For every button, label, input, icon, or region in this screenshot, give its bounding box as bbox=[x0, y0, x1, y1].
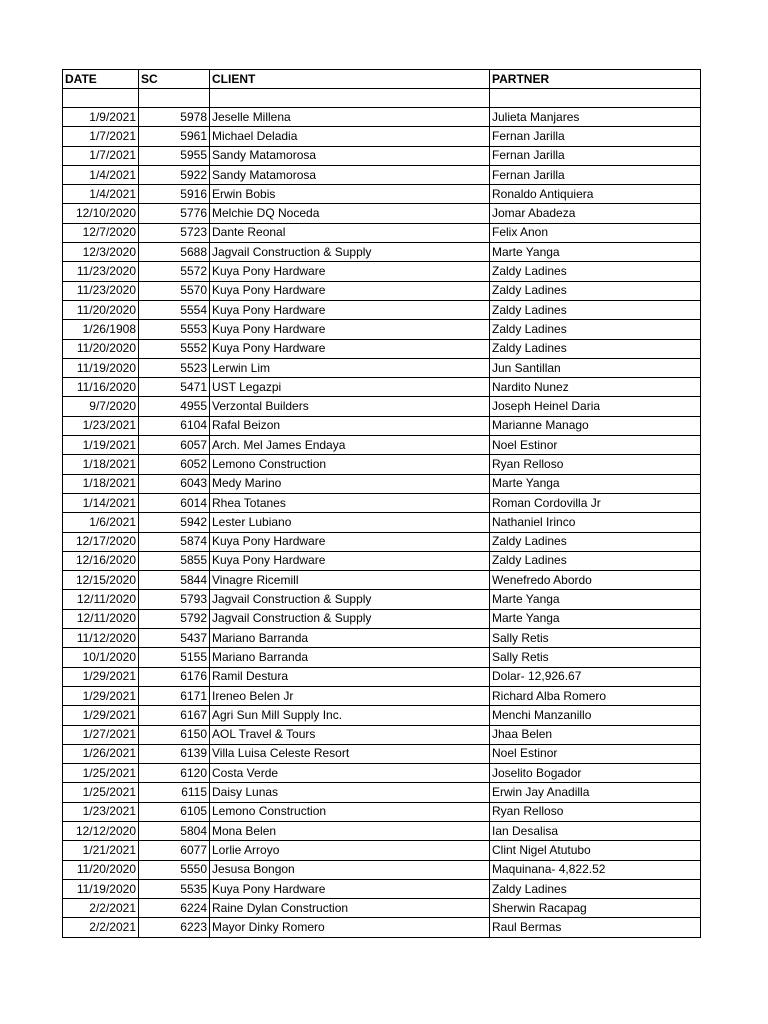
table-row bbox=[63, 223, 701, 242]
client-cell[interactable]: Lemono Construction bbox=[210, 802, 490, 821]
sc-cell[interactable]: 5793 bbox=[139, 590, 210, 609]
partner-cell[interactable]: Zaldy Ladines bbox=[490, 281, 701, 300]
date-cell[interactable]: 12/11/2020 bbox=[63, 609, 139, 628]
table-row bbox=[63, 918, 701, 937]
sc-cell[interactable]: 6052 bbox=[139, 455, 210, 474]
date-cell[interactable]: 10/1/2020 bbox=[63, 648, 139, 667]
table-row bbox=[63, 146, 701, 165]
date-cell[interactable]: 1/29/2021 bbox=[63, 706, 139, 725]
partner-cell[interactable]: Roman Cordovilla Jr bbox=[490, 493, 701, 512]
sc-cell[interactable]: 6057 bbox=[139, 436, 210, 455]
partner-cell[interactable]: Ronaldo Antiquiera bbox=[490, 185, 701, 204]
date-cell[interactable]: 2/2/2021 bbox=[63, 899, 139, 918]
date-cell[interactable]: 1/18/2021 bbox=[63, 455, 139, 474]
date-cell[interactable]: 11/19/2020 bbox=[63, 879, 139, 898]
date-cell[interactable]: 12/10/2020 bbox=[63, 204, 139, 223]
sc-cell[interactable]: 6139 bbox=[139, 744, 210, 763]
partner-cell[interactable]: Zaldy Ladines bbox=[490, 532, 701, 551]
sc-cell[interactable]: 5855 bbox=[139, 551, 210, 570]
table-row bbox=[63, 320, 701, 339]
date-cell[interactable]: 1/25/2021 bbox=[63, 783, 139, 802]
partner-cell[interactable]: Jhaa Belen bbox=[490, 725, 701, 744]
partner-cell[interactable]: Fernan Jarilla bbox=[490, 146, 701, 165]
partner-cell[interactable]: Zaldy Ladines bbox=[490, 262, 701, 281]
header-sc[interactable]: SC bbox=[139, 70, 210, 89]
sc-cell[interactable]: 5804 bbox=[139, 821, 210, 840]
table-row bbox=[63, 860, 701, 879]
client-cell[interactable]: Agri Sun Mill Supply Inc. bbox=[210, 706, 490, 725]
partner-cell[interactable]: Richard Alba Romero bbox=[490, 686, 701, 705]
client-cell[interactable]: Arch. Mel James Endaya bbox=[210, 436, 490, 455]
client-cell[interactable]: Raine Dylan Construction bbox=[210, 899, 490, 918]
date-cell[interactable]: 1/21/2021 bbox=[63, 841, 139, 860]
sc-cell[interactable]: 5155 bbox=[139, 648, 210, 667]
table-row bbox=[63, 706, 701, 725]
blank-cell[interactable] bbox=[490, 89, 701, 108]
client-cell[interactable]: Villa Luisa Celeste Resort bbox=[210, 744, 490, 763]
date-cell[interactable]: 12/17/2020 bbox=[63, 532, 139, 551]
sc-cell[interactable]: 5570 bbox=[139, 281, 210, 300]
sc-cell[interactable]: 6120 bbox=[139, 764, 210, 783]
table-row bbox=[63, 378, 701, 397]
date-cell[interactable]: 1/4/2021 bbox=[63, 185, 139, 204]
partner-cell[interactable]: Ryan Relloso bbox=[490, 455, 701, 474]
client-cell[interactable]: Costa Verde bbox=[210, 764, 490, 783]
sc-cell[interactable]: 5916 bbox=[139, 185, 210, 204]
table-row bbox=[63, 455, 701, 474]
sc-cell[interactable]: 5554 bbox=[139, 300, 210, 319]
table-row bbox=[63, 397, 701, 416]
sc-cell[interactable]: 5535 bbox=[139, 879, 210, 898]
client-cell[interactable]: Lerwin Lim bbox=[210, 358, 490, 377]
table-row bbox=[63, 185, 701, 204]
partner-cell[interactable]: Noel Estinor bbox=[490, 744, 701, 763]
sc-cell[interactable]: 5844 bbox=[139, 571, 210, 590]
table-row bbox=[63, 339, 701, 358]
table-row bbox=[63, 474, 701, 493]
date-cell[interactable]: 1/29/2021 bbox=[63, 667, 139, 686]
partner-cell[interactable]: Sally Retis bbox=[490, 648, 701, 667]
client-cell[interactable]: Medy Marino bbox=[210, 474, 490, 493]
partner-cell[interactable]: Zaldy Ladines bbox=[490, 339, 701, 358]
date-cell[interactable]: 1/23/2021 bbox=[63, 416, 139, 435]
client-cell[interactable]: Jesusa Bongon bbox=[210, 860, 490, 879]
client-cell[interactable]: Jagvail Construction & Supply bbox=[210, 590, 490, 609]
partner-cell[interactable]: Sherwin Racapag bbox=[490, 899, 701, 918]
header-date[interactable]: DATE bbox=[63, 70, 139, 89]
sc-cell[interactable]: 5437 bbox=[139, 629, 210, 648]
sc-cell[interactable]: 5942 bbox=[139, 513, 210, 532]
client-table bbox=[62, 69, 701, 938]
partner-cell[interactable]: Marte Yanga bbox=[490, 609, 701, 628]
table-row bbox=[63, 358, 701, 377]
client-cell[interactable]: UST Legazpi bbox=[210, 378, 490, 397]
client-cell[interactable]: Kuya Pony Hardware bbox=[210, 551, 490, 570]
date-cell[interactable]: 11/16/2020 bbox=[63, 378, 139, 397]
date-cell[interactable]: 1/27/2021 bbox=[63, 725, 139, 744]
partner-cell[interactable]: Zaldy Ladines bbox=[490, 551, 701, 570]
date-cell[interactable]: 11/19/2020 bbox=[63, 358, 139, 377]
sc-cell[interactable]: 6077 bbox=[139, 841, 210, 860]
client-cell[interactable]: Daisy Lunas bbox=[210, 783, 490, 802]
client-cell[interactable]: Michael Deladia bbox=[210, 127, 490, 146]
partner-cell[interactable]: Erwin Jay Anadilla bbox=[490, 783, 701, 802]
table-row bbox=[63, 108, 701, 127]
date-cell[interactable]: 11/20/2020 bbox=[63, 300, 139, 319]
client-cell[interactable]: Jeselle Millena bbox=[210, 108, 490, 127]
table-row bbox=[63, 821, 701, 840]
partner-cell[interactable]: Zaldy Ladines bbox=[490, 300, 701, 319]
sc-cell[interactable]: 6176 bbox=[139, 667, 210, 686]
client-cell[interactable]: Mona Belen bbox=[210, 821, 490, 840]
sc-cell[interactable]: 6223 bbox=[139, 918, 210, 937]
table-row bbox=[63, 281, 701, 300]
client-cell[interactable]: Kuya Pony Hardware bbox=[210, 262, 490, 281]
table-row bbox=[63, 899, 701, 918]
table-row bbox=[63, 262, 701, 281]
table-row bbox=[63, 802, 701, 821]
client-cell[interactable]: Mariano Barranda bbox=[210, 648, 490, 667]
partner-cell[interactable]: Jun Santillan bbox=[490, 358, 701, 377]
client-cell[interactable]: Dante Reonal bbox=[210, 223, 490, 242]
date-cell[interactable]: 12/12/2020 bbox=[63, 821, 139, 840]
sc-cell[interactable]: 6224 bbox=[139, 899, 210, 918]
sc-cell[interactable]: 5553 bbox=[139, 320, 210, 339]
table-row bbox=[63, 879, 701, 898]
table-row bbox=[63, 165, 701, 184]
sc-cell[interactable]: 6167 bbox=[139, 706, 210, 725]
client-cell[interactable]: Mayor Dinky Romero bbox=[210, 918, 490, 937]
partner-cell[interactable]: Raul Bermas bbox=[490, 918, 701, 937]
date-cell[interactable]: 1/6/2021 bbox=[63, 513, 139, 532]
date-cell[interactable]: 1/9/2021 bbox=[63, 108, 139, 127]
partner-cell[interactable]: Ryan Relloso bbox=[490, 802, 701, 821]
date-cell[interactable]: 1/23/2021 bbox=[63, 802, 139, 821]
date-cell[interactable]: 1/19/2021 bbox=[63, 436, 139, 455]
table-row bbox=[63, 648, 701, 667]
table-row bbox=[63, 436, 701, 455]
date-cell[interactable]: 12/15/2020 bbox=[63, 571, 139, 590]
date-cell[interactable]: 12/11/2020 bbox=[63, 590, 139, 609]
table-row bbox=[63, 783, 701, 802]
client-cell[interactable]: AOL Travel & Tours bbox=[210, 725, 490, 744]
table-row bbox=[63, 571, 701, 590]
table-row bbox=[63, 513, 701, 532]
date-cell[interactable]: 1/18/2021 bbox=[63, 474, 139, 493]
date-cell[interactable]: 1/7/2021 bbox=[63, 127, 139, 146]
sc-cell[interactable]: 4955 bbox=[139, 397, 210, 416]
table-row bbox=[63, 551, 701, 570]
table-row bbox=[63, 629, 701, 648]
sc-cell[interactable]: 5978 bbox=[139, 108, 210, 127]
sc-cell[interactable]: 5552 bbox=[139, 339, 210, 358]
sc-cell[interactable]: 6014 bbox=[139, 493, 210, 512]
date-cell[interactable]: 12/3/2020 bbox=[63, 243, 139, 262]
sc-cell[interactable]: 5550 bbox=[139, 860, 210, 879]
header-row bbox=[63, 70, 701, 89]
sc-cell[interactable]: 5792 bbox=[139, 609, 210, 628]
sc-cell[interactable]: 6104 bbox=[139, 416, 210, 435]
partner-cell[interactable]: Noel Estinor bbox=[490, 436, 701, 455]
date-cell[interactable]: 11/20/2020 bbox=[63, 860, 139, 879]
table-row bbox=[63, 667, 701, 686]
partner-cell[interactable]: Marte Yanga bbox=[490, 590, 701, 609]
sc-cell[interactable]: 6115 bbox=[139, 783, 210, 802]
sc-cell[interactable]: 6171 bbox=[139, 686, 210, 705]
partner-cell[interactable]: Joselito Bogador bbox=[490, 764, 701, 783]
client-cell[interactable]: Kuya Pony Hardware bbox=[210, 281, 490, 300]
partner-cell[interactable]: Zaldy Ladines bbox=[490, 879, 701, 898]
client-cell[interactable]: Kuya Pony Hardware bbox=[210, 879, 490, 898]
date-cell[interactable]: 12/16/2020 bbox=[63, 551, 139, 570]
client-cell[interactable]: Sandy Matamorosa bbox=[210, 165, 490, 184]
table-row bbox=[63, 764, 701, 783]
partner-cell[interactable]: Clint Nigel Atutubo bbox=[490, 841, 701, 860]
client-cell[interactable]: Melchie DQ Noceda bbox=[210, 204, 490, 223]
date-cell[interactable]: 1/7/2021 bbox=[63, 146, 139, 165]
partner-cell[interactable]: Jomar Abadeza bbox=[490, 204, 701, 223]
date-cell[interactable]: 1/26/2021 bbox=[63, 744, 139, 763]
partner-cell[interactable]: Nardito Nunez bbox=[490, 378, 701, 397]
client-cell[interactable]: Lorlie Arroyo bbox=[210, 841, 490, 860]
sc-cell[interactable]: 5723 bbox=[139, 223, 210, 242]
date-cell[interactable]: 1/26/1908 bbox=[63, 320, 139, 339]
partner-cell[interactable]: Nathaniel Irinco bbox=[490, 513, 701, 532]
sc-cell[interactable]: 5688 bbox=[139, 243, 210, 262]
table-row bbox=[63, 590, 701, 609]
sc-cell[interactable]: 5874 bbox=[139, 532, 210, 551]
partner-cell[interactable]: Zaldy Ladines bbox=[490, 320, 701, 339]
table-row bbox=[63, 127, 701, 146]
partner-cell[interactable]: Fernan Jarilla bbox=[490, 165, 701, 184]
table-row bbox=[63, 493, 701, 512]
partner-cell[interactable]: Ian Desalisa bbox=[490, 821, 701, 840]
client-cell[interactable]: Rafal Beizon bbox=[210, 416, 490, 435]
table-row bbox=[63, 243, 701, 262]
table-row bbox=[63, 204, 701, 223]
partner-cell[interactable]: Julieta Manjares bbox=[490, 108, 701, 127]
partner-cell[interactable]: Sally Retis bbox=[490, 629, 701, 648]
sc-cell[interactable]: 5922 bbox=[139, 165, 210, 184]
blank-cell[interactable] bbox=[63, 89, 139, 108]
client-cell[interactable]: Kuya Pony Hardware bbox=[210, 532, 490, 551]
client-cell[interactable]: Rhea Totanes bbox=[210, 493, 490, 512]
client-cell[interactable]: Ramil Destura bbox=[210, 667, 490, 686]
date-cell[interactable]: 2/2/2021 bbox=[63, 918, 139, 937]
partner-cell[interactable]: Maquinana- 4,822.52 bbox=[490, 860, 701, 879]
blank-cell[interactable] bbox=[210, 89, 490, 108]
sc-cell[interactable]: 5523 bbox=[139, 358, 210, 377]
date-cell[interactable]: 1/29/2021 bbox=[63, 686, 139, 705]
client-cell[interactable]: Verzontal Builders bbox=[210, 397, 490, 416]
table-row bbox=[63, 609, 701, 628]
date-cell[interactable]: 11/23/2020 bbox=[63, 262, 139, 281]
table-row bbox=[63, 416, 701, 435]
sc-cell[interactable]: 6043 bbox=[139, 474, 210, 493]
table-row bbox=[63, 841, 701, 860]
client-cell[interactable]: Jagvail Construction & Supply bbox=[210, 243, 490, 262]
date-cell[interactable]: 1/14/2021 bbox=[63, 493, 139, 512]
partner-cell[interactable]: Menchi Manzanillo bbox=[490, 706, 701, 725]
date-cell[interactable]: 1/4/2021 bbox=[63, 165, 139, 184]
partner-cell[interactable]: Dolar- 12,926.67 bbox=[490, 667, 701, 686]
partner-cell[interactable]: Joseph Heinel Daria bbox=[490, 397, 701, 416]
table-row bbox=[63, 532, 701, 551]
partner-cell[interactable]: Marianne Manago bbox=[490, 416, 701, 435]
table-row bbox=[63, 686, 701, 705]
client-cell[interactable]: Sandy Matamorosa bbox=[210, 146, 490, 165]
client-cell[interactable]: Ireneo Belen Jr bbox=[210, 686, 490, 705]
header-client[interactable]: CLIENT bbox=[210, 70, 490, 89]
date-cell[interactable]: 11/20/2020 bbox=[63, 339, 139, 358]
partner-cell[interactable]: Marte Yanga bbox=[490, 243, 701, 262]
table-row bbox=[63, 725, 701, 744]
table-row bbox=[63, 744, 701, 763]
sc-cell[interactable]: 6150 bbox=[139, 725, 210, 744]
client-cell[interactable]: Erwin Bobis bbox=[210, 185, 490, 204]
blank-cell[interactable] bbox=[139, 89, 210, 108]
sc-cell[interactable]: 5471 bbox=[139, 378, 210, 397]
date-cell[interactable]: 9/7/2020 bbox=[63, 397, 139, 416]
client-cell[interactable]: Kuya Pony Hardware bbox=[210, 320, 490, 339]
date-cell[interactable]: 1/25/2021 bbox=[63, 764, 139, 783]
client-cell[interactable]: Vinagre Ricemill bbox=[210, 571, 490, 590]
client-cell[interactable]: Lemono Construction bbox=[210, 455, 490, 474]
partner-cell[interactable]: Wenefredo Abordo bbox=[490, 571, 701, 590]
date-cell[interactable]: 12/7/2020 bbox=[63, 223, 139, 242]
client-cell[interactable]: Jagvail Construction & Supply bbox=[210, 609, 490, 628]
partner-cell[interactable]: Felix Anon bbox=[490, 223, 701, 242]
sc-cell[interactable]: 5955 bbox=[139, 146, 210, 165]
sc-cell[interactable]: 5961 bbox=[139, 127, 210, 146]
header-partner[interactable]: PARTNER bbox=[490, 70, 701, 89]
date-cell[interactable]: 11/23/2020 bbox=[63, 281, 139, 300]
client-cell[interactable]: Kuya Pony Hardware bbox=[210, 300, 490, 319]
sc-cell[interactable]: 5776 bbox=[139, 204, 210, 223]
sc-cell[interactable]: 6105 bbox=[139, 802, 210, 821]
client-cell[interactable]: Kuya Pony Hardware bbox=[210, 339, 490, 358]
blank-row bbox=[63, 89, 701, 108]
date-cell[interactable]: 11/12/2020 bbox=[63, 629, 139, 648]
client-cell[interactable]: Lester Lubiano bbox=[210, 513, 490, 532]
sc-cell[interactable]: 5572 bbox=[139, 262, 210, 281]
partner-cell[interactable]: Fernan Jarilla bbox=[490, 127, 701, 146]
client-cell[interactable]: Mariano Barranda bbox=[210, 629, 490, 648]
partner-cell[interactable]: Marte Yanga bbox=[490, 474, 701, 493]
table-row bbox=[63, 300, 701, 319]
